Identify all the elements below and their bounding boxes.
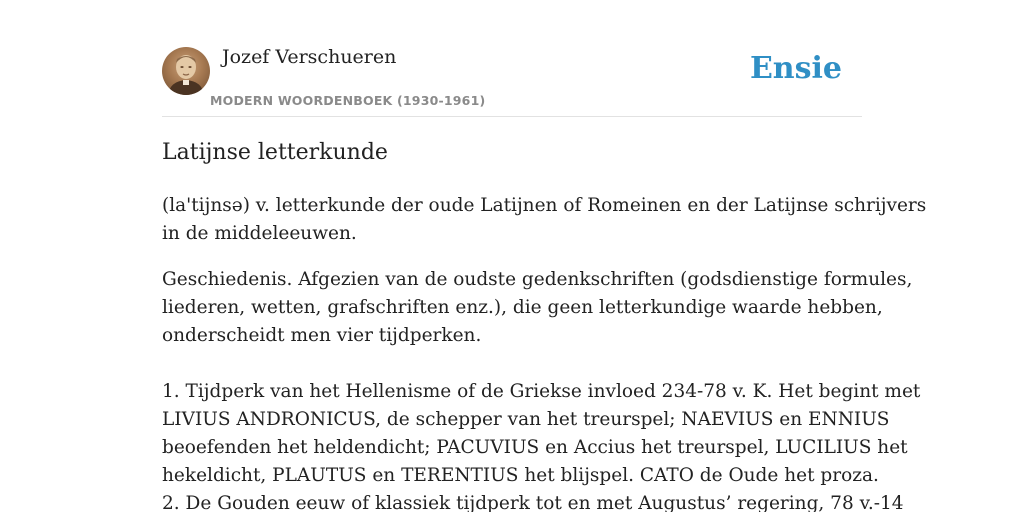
source-label[interactable]: MODERN WOORDENBOEK (1930-1961) [210,93,486,108]
paragraph-spacer [162,350,862,378]
text-line: onderscheidt men vier tijdperken. [162,325,482,346]
definition-paragraph [162,192,927,248]
text-line: in de middeleeuwen. [162,223,357,244]
text-line: liederen, wetten, grafschriften enz.), die geen letterkundige waarde hebben, [162,297,883,318]
author-name[interactable]: Jozef Verschueren [222,46,397,68]
portrait-icon [162,47,210,95]
text-line: Geschiedenis. Afgezien van de oudste gedenkschriften (godsdienstige formules, [162,269,913,290]
history-paragraph [162,266,921,512]
page-title: Latijnse letterkunde [162,140,388,165]
text-line: (la'tijnsə) v. letterkunde der oude Latijnen of Romeinen en der Latijnse schrijvers [162,195,927,216]
text-line: 1. Tijdperk van het Hellenisme of de Griekse invloed 234-78 v. K. Het begint met [162,381,921,402]
text-line: LIVIUS ANDRONICUS, de schepper van het treurspel; NAEVIUS en ENNIUS [162,409,890,430]
text-line: hekeldicht, PLAUTUS en TERENTIUS het blijspel. CATO de Oude het proza. [162,465,879,486]
author-avatar[interactable] [162,47,210,95]
site-logo[interactable]: Ensie [749,51,842,86]
text-line: 2. De Gouden eeuw of klassiek tijdperk tot en met Augustus’ regering, 78 v.-14 [162,493,904,512]
text-line: beoefenden het heldendicht; PACUVIUS en Accius het treurspel, LUCILIUS het [162,437,908,458]
article-body [162,192,927,512]
entry-header [162,40,862,117]
